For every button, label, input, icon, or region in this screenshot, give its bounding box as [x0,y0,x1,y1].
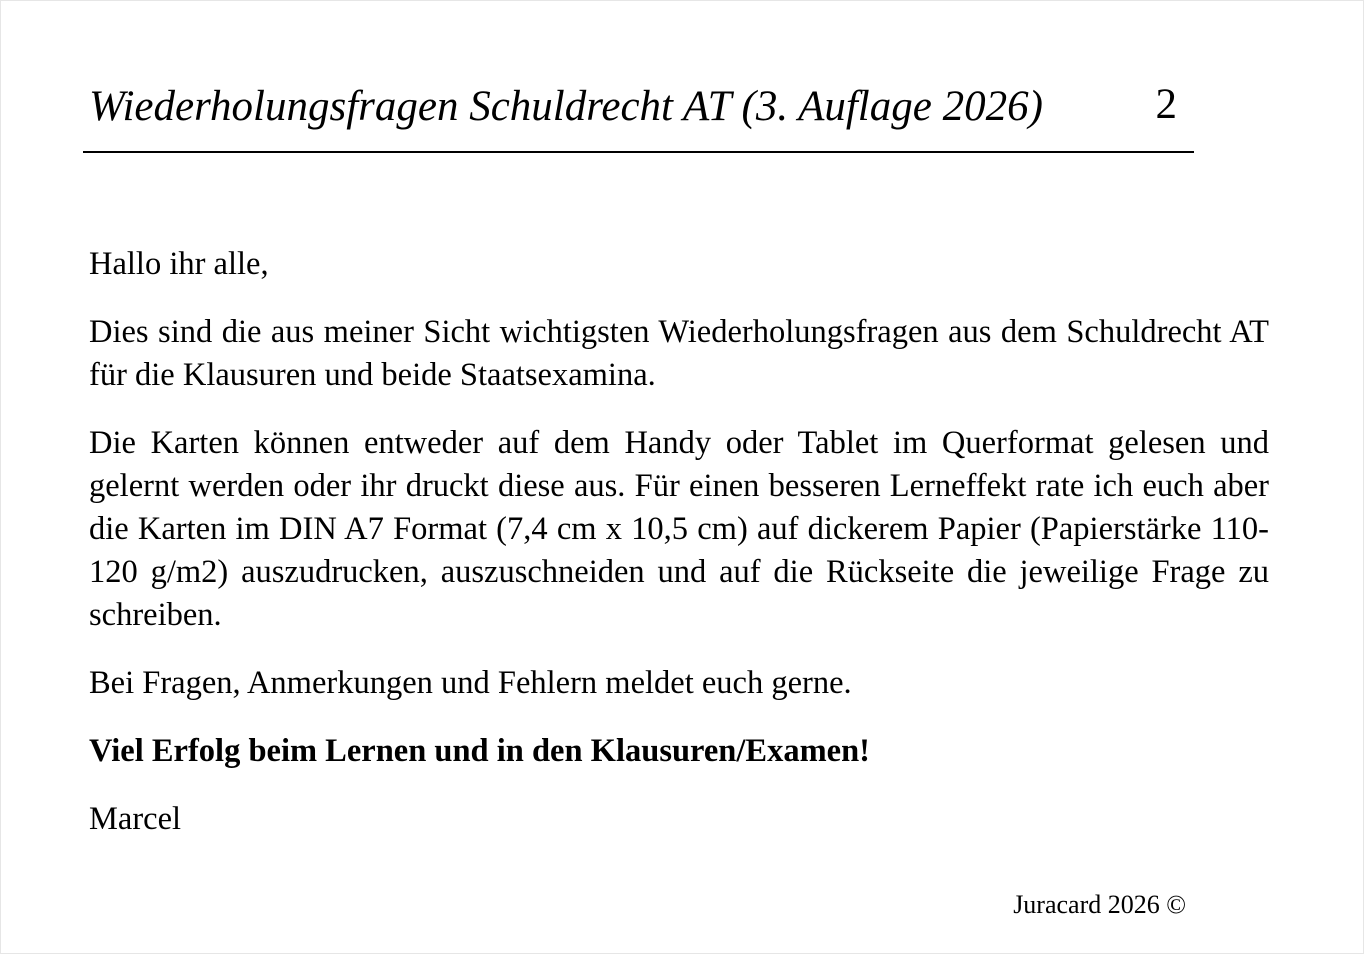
intro-paragraph: Dies sind die aus meiner Sicht wichtigsten Wiederholungsfragen aus dem Schuldrecht AT für die Klausuren und beide Staatsexamina. [89,314,1269,393]
usage-paragraph: Die Karten können entweder auf dem Handy oder Tablet im Querformat gelesen und gelernt werden oder ihr druckt diese aus. Für einen besseren Lerneffekt rate ich euch aber die Karten im DIN A7 Format (7,4 cm x 10,5 cm) auf dickerem Papier (Papierstärke 110-120 g/m2) auszudrucken, auszuschneiden und auf die Rückseite die jeweilige Frage zu schreiben. [89,425,1269,633]
header-divider [83,151,1194,153]
document-title: Wiederholungsfragen Schuldrecht AT (3. Auflage 2026) [89,83,1043,130]
closing-wish: Viel Erfolg beim Lernen und in den Klausuren/Examen! [89,733,870,769]
signature: Marcel [89,801,182,837]
page-header [89,81,1193,133]
copyright-footer: Juracard 2026 © [1013,890,1186,919]
page-number: 2 [1155,81,1177,128]
page-body [89,243,1269,866]
greeting-text: Hallo ihr alle, [89,246,269,282]
contact-paragraph: Bei Fragen, Anmerkungen und Fehlern meldet euch gerne. [89,665,852,701]
